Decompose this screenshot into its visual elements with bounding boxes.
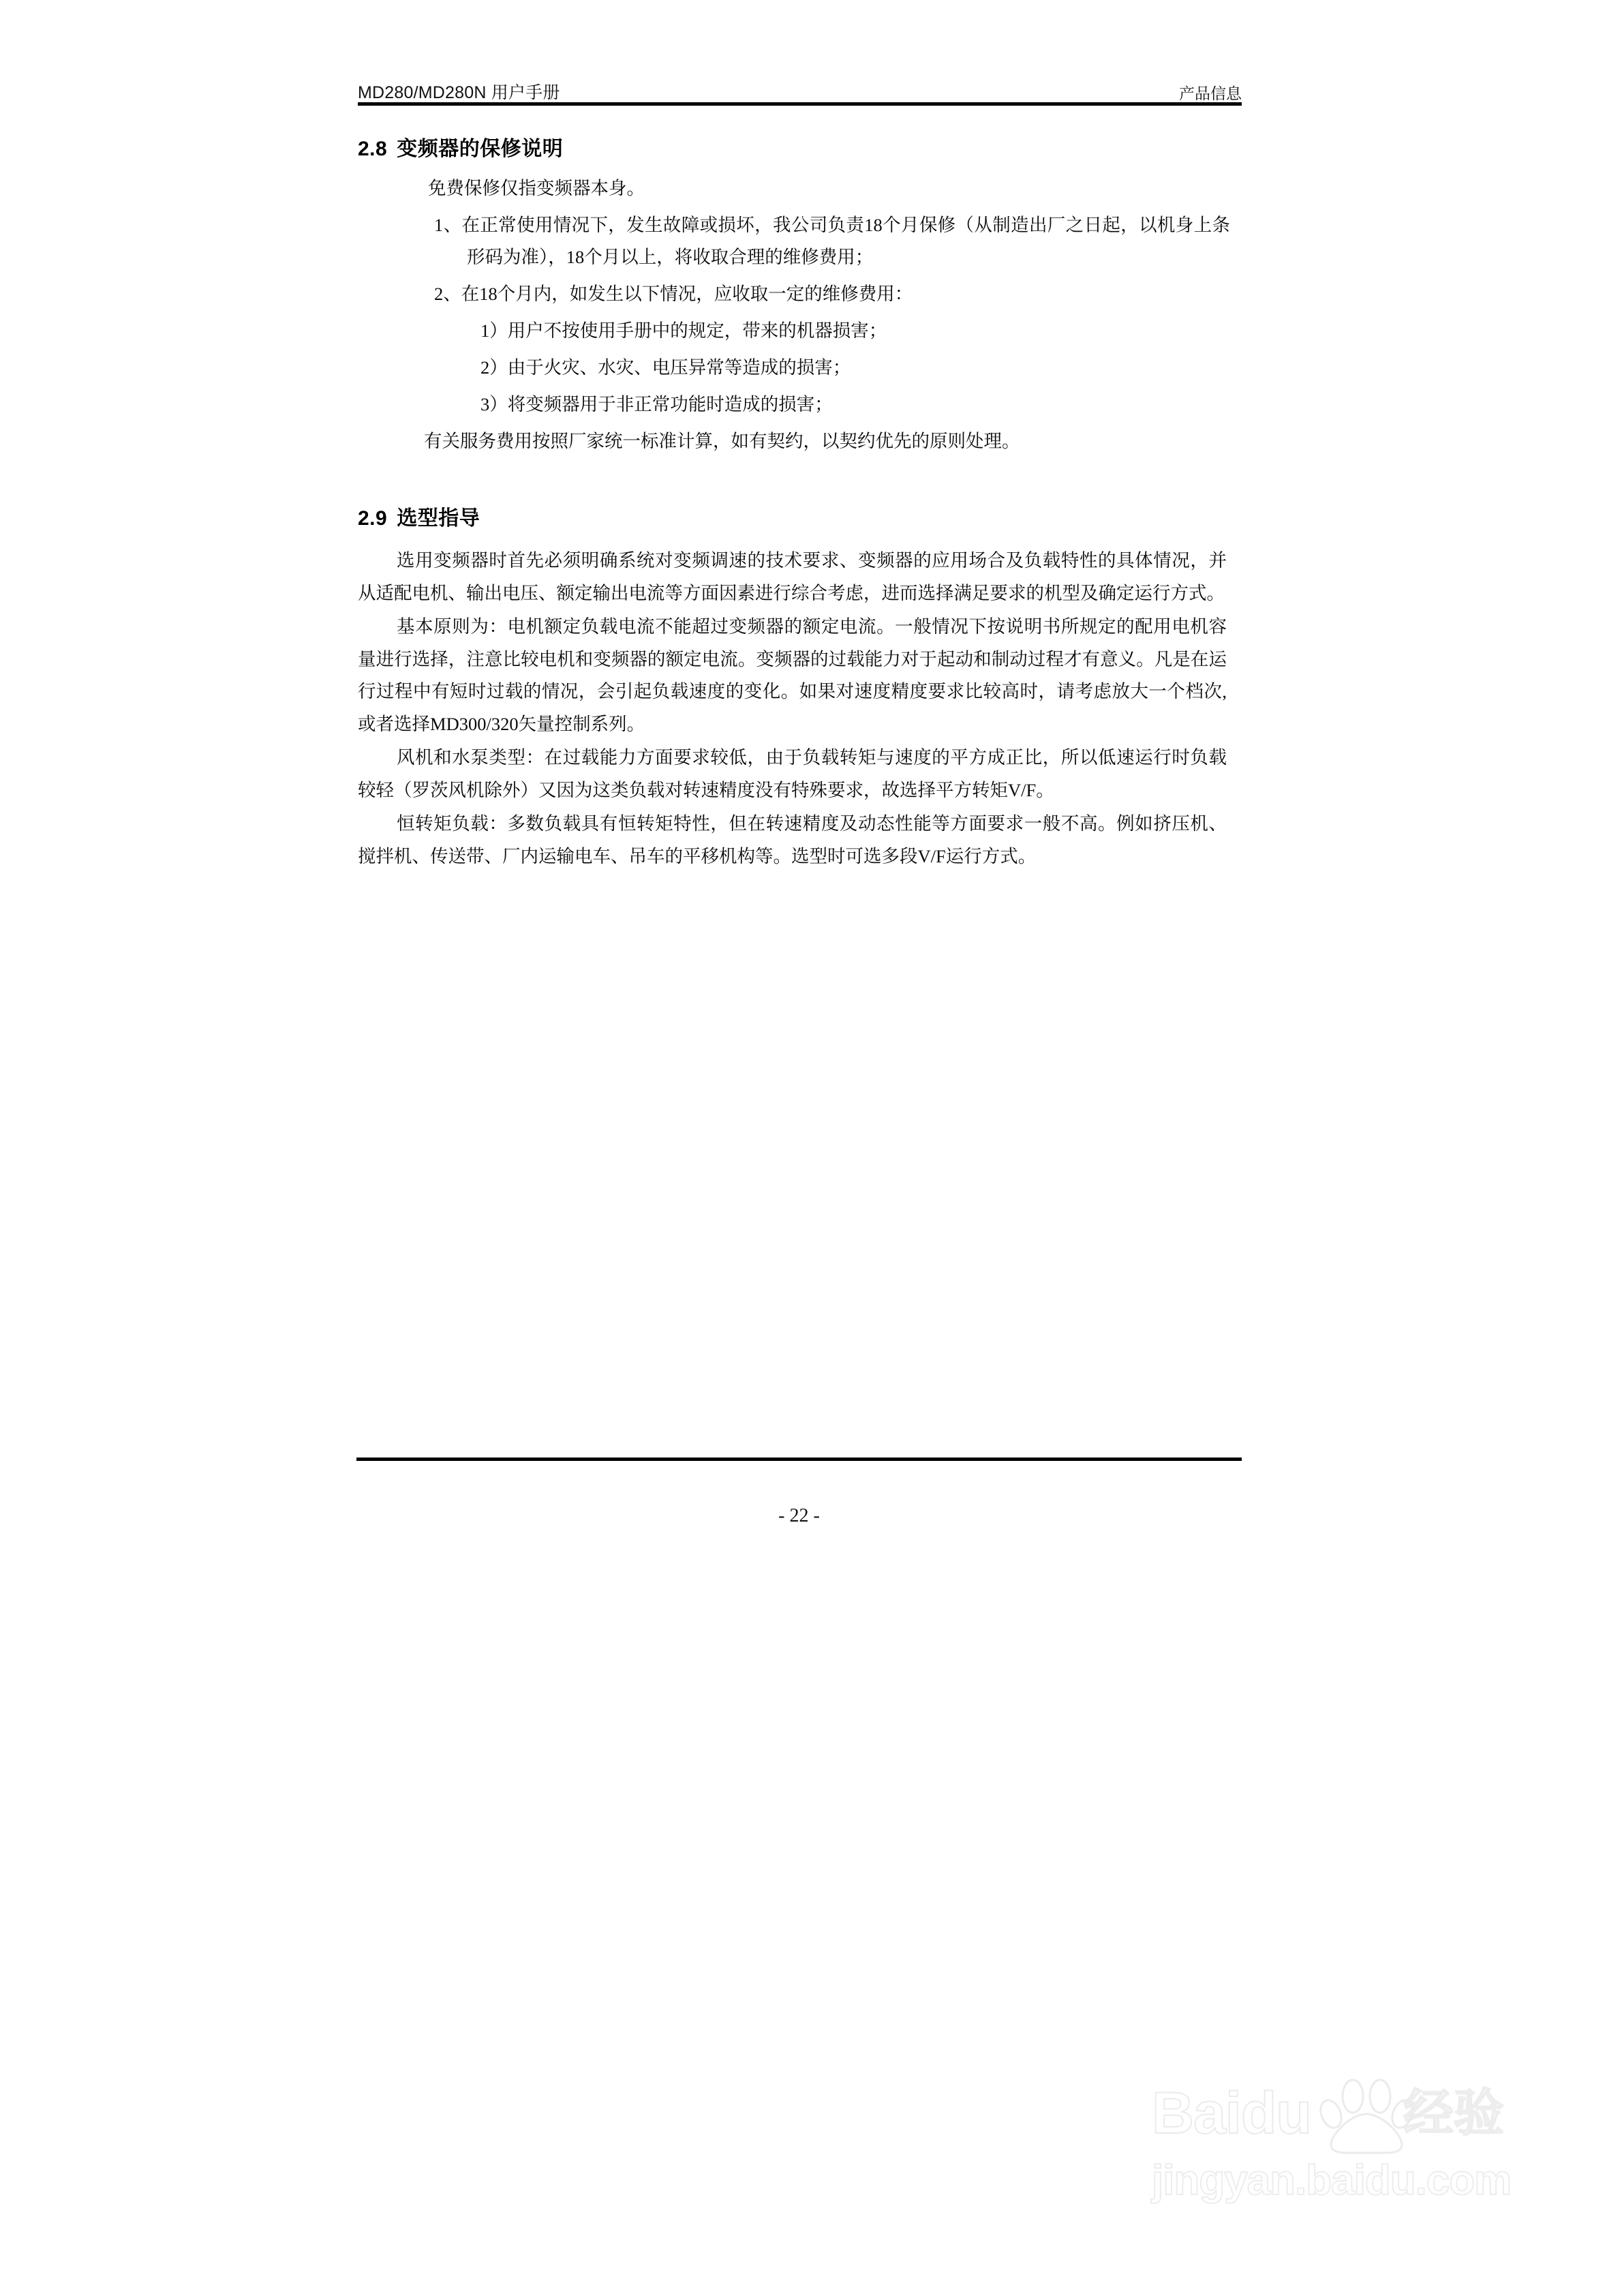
list-item-1: 1、在正常使用情况下，发生故障或损坏，我公司负责18个月保修（从制造出厂之日起，以机身上条形码为准），18个月以上，将收取合理的维修费用； xyxy=(434,215,1230,267)
page-number: - 22 - xyxy=(778,1505,820,1526)
watermark-brand-text: Baidu xyxy=(1152,2081,1311,2146)
watermark-brand-row xyxy=(1152,2072,1561,2154)
sub-list-item-3: 3）将变频器用于非正常功能时造成的损害； xyxy=(480,394,833,414)
section-2-9-paragraph-3: 风机和水泵类型：在过载能力方面要求较低，由于负载转矩与速度的平方成正比，所以低速运行时负载较轻（罗茨风机除外）又因为这类负载对转速精度没有特殊要求，故选择平方转矩V/F。 xyxy=(358,747,1227,800)
header-manual-title: MD280/MD280N 用户手册 xyxy=(358,82,560,102)
section-2-9-paragraph-4: 恒转矩负载：多数负载具有恒转矩特性，但在转速精度及动态性能等方面要求一般不高。例如挤压机、搅拌机、传送带、厂内运输电车、吊车的平移机构等。选型时可选多段V/F运行方式。 xyxy=(358,813,1227,866)
watermark-url: jingyan.baidu.com xyxy=(1152,2157,1512,2204)
document-content xyxy=(320,119,1274,873)
section-title-2-9: 选型指导 xyxy=(397,507,480,530)
list-item-2: 2、在18个月内，如发生以下情况，应收取一定的维修费用： xyxy=(434,284,913,304)
sub-list-item-1: 1）用户不按使用手册中的规定，带来的机器损害； xyxy=(480,320,887,341)
baidu-watermark xyxy=(1152,2072,1561,2277)
section-heading-2-9 xyxy=(320,457,1274,531)
section-2-8-closing: 有关服务费用按照厂家统一标准计算，如有契约，以契约优先的原则处理。 xyxy=(424,431,1020,451)
paw-print-icon xyxy=(1317,2076,1420,2154)
footer-divider-rule xyxy=(356,1457,1242,1461)
section-2-8-intro: 免费保修仅指变频器本身。 xyxy=(428,178,645,198)
header-divider-rule xyxy=(358,102,1242,106)
section-2-9-paragraph-1: 选用变频器时首先必须明确系统对变频调速的技术要求、变频器的应用场合及负载特性的具体情况，并从适配电机、输出电压、额定输出电流等方面因素进行综合考虑，进而选择满足要求的机型及确定运行方式。 xyxy=(358,550,1227,603)
section-title-2-8: 变频器的保修说明 xyxy=(397,138,564,160)
section-2-9-paragraph-2: 基本原则为：电机额定负载电流不能超过变频器的额定电流。一般情况下按说明书所规定的配用电机容量进行选择，注意比较电机和变频器的额定电流。变频器的过载能力对于起动和制动过程才有意义。凡是在运行过程中有短时过载的情况，会引起负载速度的变化。如果对速度精度要求比较高时，请考虑放大一个档次,或者选择MD300/320矢量控制系列。 xyxy=(358,616,1227,734)
watermark-brand-cn: 经验 xyxy=(1403,2085,1504,2141)
sub-list-item-2: 2）由于火灾、水灾、电压异常等造成的损害； xyxy=(480,357,851,378)
section-number-2-8: 2.8 xyxy=(358,138,388,160)
header-chapter-title: 产品信息 xyxy=(1179,85,1242,102)
running-header xyxy=(358,63,1242,102)
section-heading-2-8 xyxy=(320,119,1274,162)
section-number-2-9: 2.9 xyxy=(358,507,388,530)
